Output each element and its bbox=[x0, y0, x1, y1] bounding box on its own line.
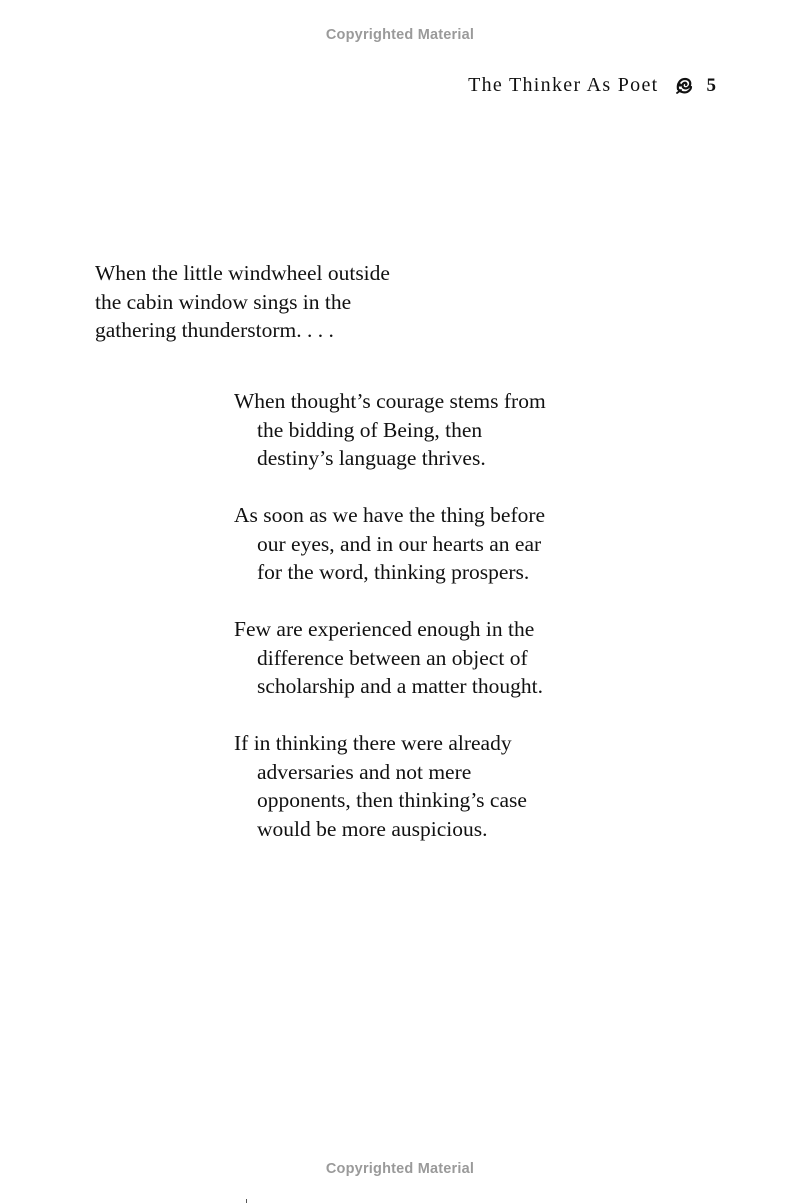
stanza-line: our eyes, and in our hearts an ear bbox=[257, 531, 542, 556]
leaf-ornament-icon bbox=[675, 77, 693, 95]
page-number: 5 bbox=[706, 74, 716, 96]
stanza-line: When thought’s courage stems from bbox=[234, 389, 546, 413]
stanza-line: opponents, then thinking’s case bbox=[257, 788, 527, 812]
watermark-top: Copyrighted Material bbox=[325, 27, 475, 43]
stanza-line: difference between an object of bbox=[257, 645, 528, 670]
stanza-line: would be more auspicious. bbox=[257, 816, 488, 841]
stanza-line: adversaries and not mere bbox=[257, 759, 472, 784]
stanza-line: for the word, thinking prospers. bbox=[257, 560, 530, 584]
aphorism-stanza bbox=[234, 387, 546, 473]
running-head-title: The Thinker As Poet bbox=[468, 74, 659, 96]
running-head bbox=[468, 74, 716, 97]
stanza-line: gathering thunderstorm. . . . bbox=[95, 318, 334, 342]
scan-speck bbox=[246, 1199, 247, 1203]
stanza-line: the cabin window sings in the bbox=[95, 289, 352, 314]
stanza-line: scholarship and a matter thought. bbox=[257, 674, 543, 698]
aphorism-stanza bbox=[234, 501, 545, 587]
aphorism-stanza bbox=[234, 729, 527, 843]
stanza-line: destiny’s language thrives. bbox=[257, 446, 486, 470]
watermark-bottom: Copyrighted Material bbox=[325, 1161, 475, 1177]
stanza-line: the bidding of Being, then bbox=[257, 417, 483, 442]
intro-stanza bbox=[95, 259, 390, 345]
stanza-line: Few are experienced enough in the bbox=[234, 617, 535, 641]
stanza-line: When the little windwheel outside bbox=[95, 261, 390, 285]
stanza-line: As soon as we have the thing before bbox=[234, 503, 546, 527]
aphorism-stanza bbox=[234, 615, 543, 701]
stanza-line: If in thinking there were already bbox=[234, 731, 512, 755]
